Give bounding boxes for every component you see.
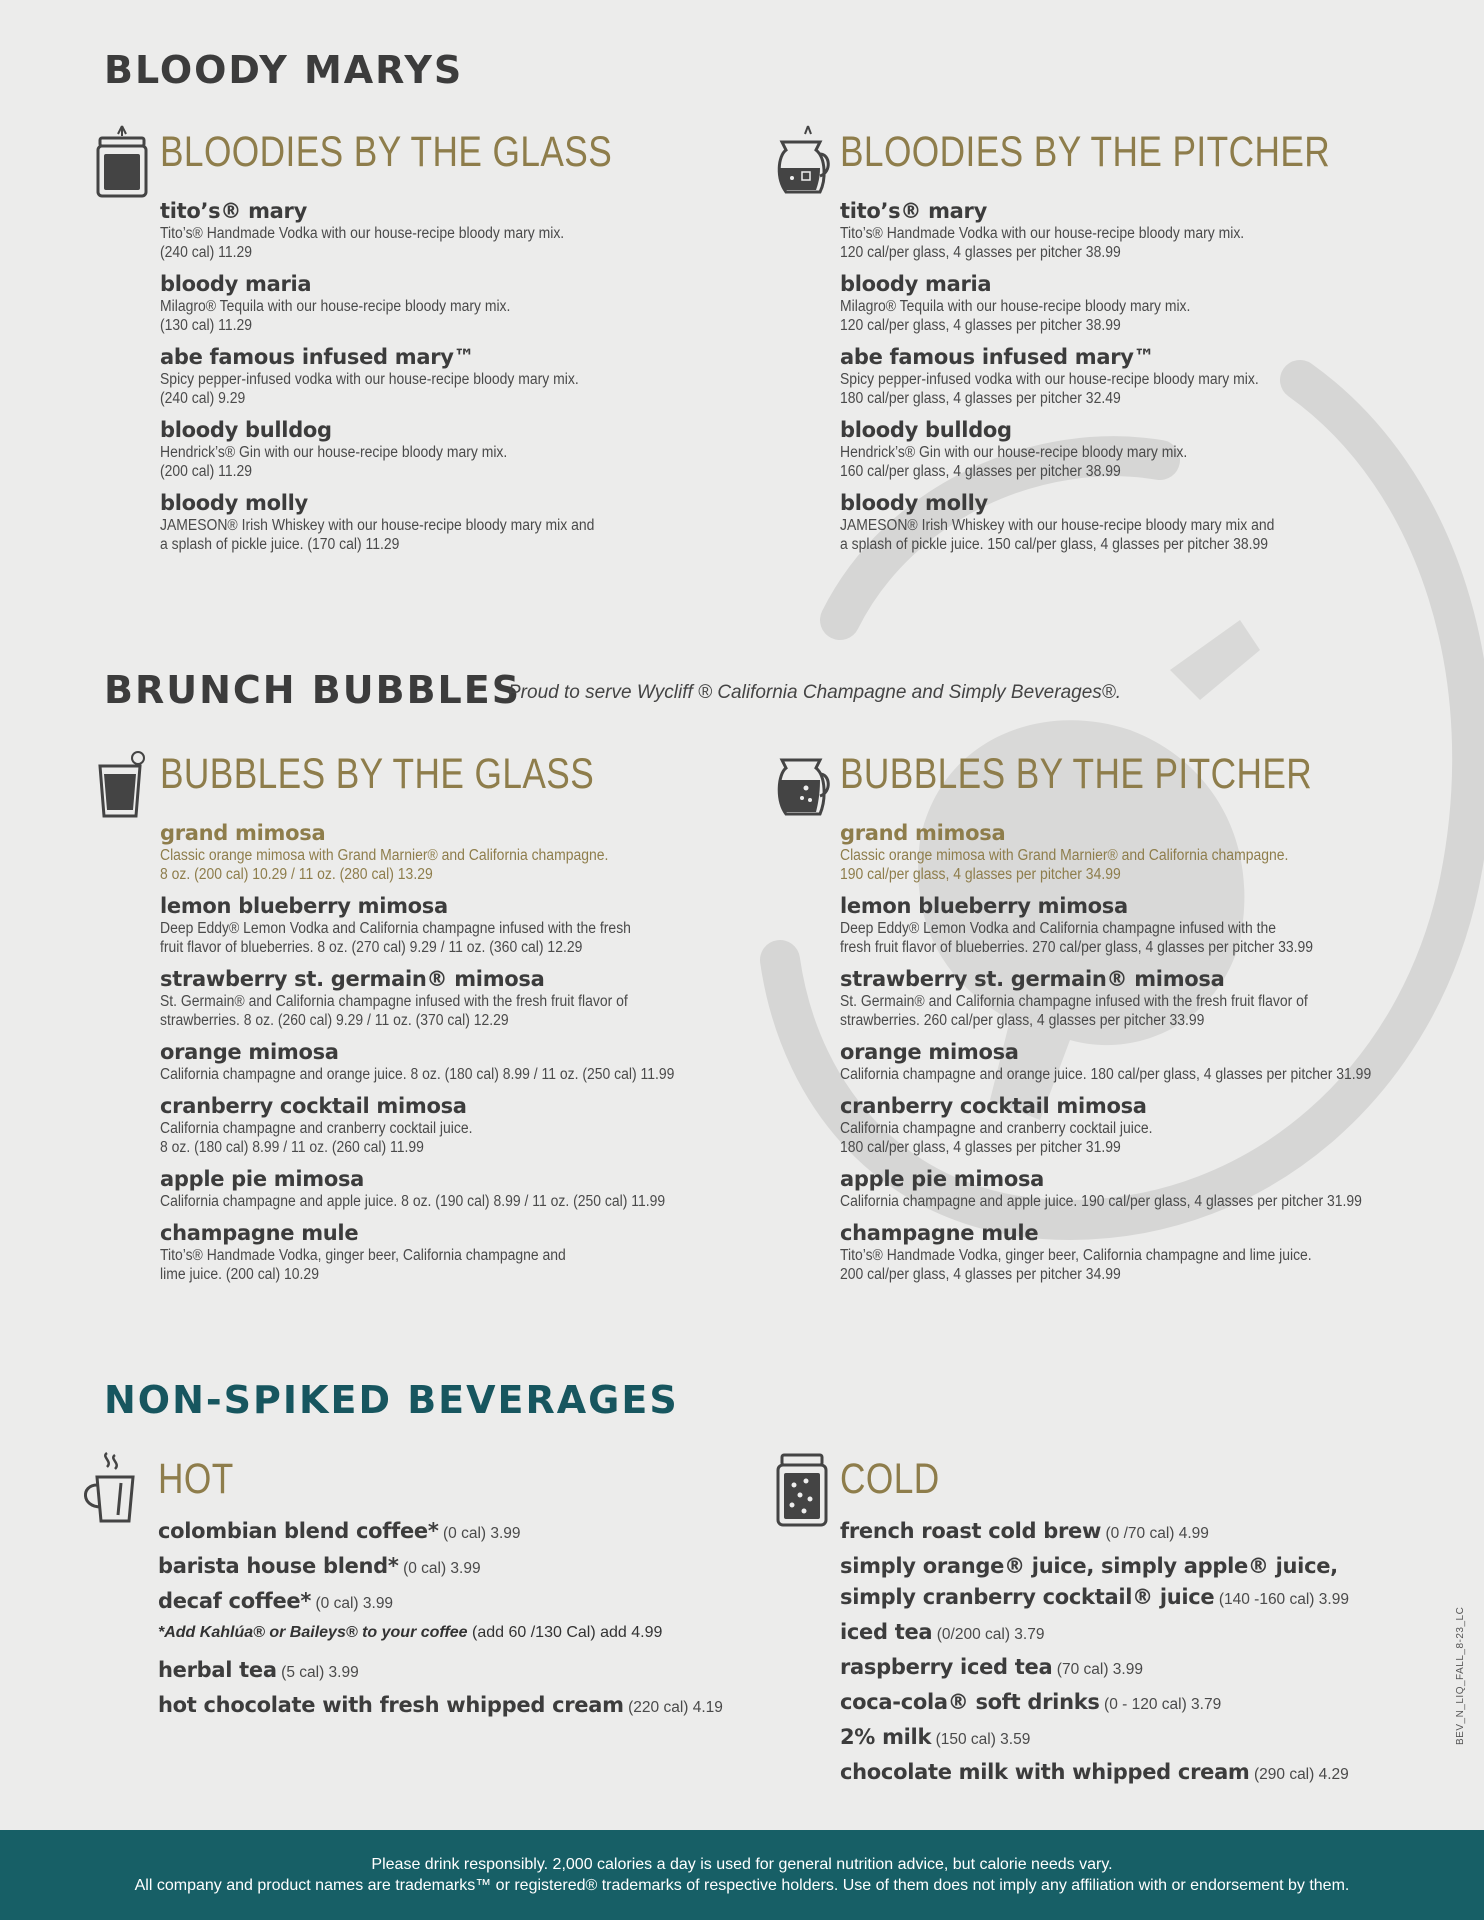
item-price: 120 cal/per glass, 4 glasses per pitcher 38.99 — [840, 244, 1121, 261]
list-item — [158, 1656, 778, 1687]
menu-item — [160, 271, 760, 335]
item-name: cranberry cocktail mimosa — [840, 1094, 1147, 1118]
menu-item — [840, 1220, 1460, 1284]
item-name: decaf coffee* — [158, 1589, 312, 1613]
menu-item — [160, 893, 760, 957]
list-item — [840, 1583, 1440, 1614]
item-desc: St. Germain® and California champagne infused with the fresh fruit flavor of — [160, 993, 628, 1010]
list-item — [158, 1517, 778, 1548]
hot-column — [158, 1455, 778, 1726]
item-price: 8 oz. (200 cal) 10.29 / 11 oz. (280 cal) 13.29 — [160, 866, 433, 883]
item-name: bloody maria — [840, 272, 992, 296]
item-desc: Spicy pepper-infused vodka with our house-recipe bloody mary mix. — [160, 371, 579, 388]
item-price: (220 cal) 4.19 — [628, 1699, 723, 1716]
item-name: lemon blueberry mimosa — [160, 894, 448, 918]
item-desc: Deep Eddy® Lemon Vodka and California champagne infused with the — [840, 920, 1277, 937]
list-item — [840, 1618, 1440, 1649]
menu-item — [840, 893, 1460, 957]
item-name: champagne mule — [160, 1221, 359, 1245]
item-desc: California champagne and orange juice. 180 cal/per glass, 4 glasses per pitcher 31.99 — [840, 1066, 1372, 1083]
item-desc: California champagne and apple juice. 190 cal/per glass, 4 glasses per pitcher 31.99 — [840, 1193, 1362, 1210]
menu-item — [160, 198, 760, 262]
item-price: (0 cal) 3.99 — [442, 1525, 521, 1542]
bubbles-glass-column — [160, 750, 760, 1293]
item-price: a splash of pickle juice. (170 cal) 11.29 — [160, 536, 400, 553]
menu-item — [160, 344, 760, 408]
menu-item — [840, 344, 1460, 408]
list-item — [840, 1758, 1440, 1789]
item-price: (0/200 cal) 3.79 — [936, 1626, 1045, 1643]
item-name: orange mimosa — [160, 1040, 339, 1064]
item-name: raspberry iced tea — [840, 1655, 1053, 1679]
list-item — [840, 1723, 1440, 1754]
item-price: (0 /70 cal) 4.99 — [1105, 1525, 1209, 1542]
list-item — [840, 1552, 1440, 1583]
item-name: orange mimosa — [840, 1040, 1019, 1064]
menu-code: BEV_N_LIQ_FALL_8-23_LC — [1455, 1606, 1466, 1745]
menu-item — [160, 1093, 760, 1157]
brunch-bubbles-note: Proud to serve Wycliff ® California Champagne and Simply Beverages®. — [508, 682, 1122, 703]
menu-item — [160, 966, 760, 1030]
menu-item — [840, 820, 1460, 884]
item-name: grand mimosa — [160, 821, 326, 845]
item-desc: Tito’s® Handmade Vodka, ginger beer, California champagne and lime juice. — [840, 1247, 1312, 1264]
item-name: strawberry st. germain® mimosa — [840, 967, 1225, 991]
footer-disclaimer — [0, 1830, 1484, 1920]
item-desc: Classic orange mimosa with Grand Marnier® and California champagne. — [160, 847, 609, 864]
item-price: 8 oz. (180 cal) 8.99 / 11 oz. (260 cal) 11.99 — [160, 1139, 424, 1156]
menu-item — [840, 1166, 1460, 1211]
item-price: (5 cal) 3.99 — [281, 1664, 359, 1681]
menu-item — [840, 271, 1460, 335]
cold-heading: COLD — [840, 1455, 940, 1503]
item-name: coca-cola® soft drinks — [840, 1690, 1100, 1714]
jar-icon — [92, 122, 152, 202]
item-name: herbal tea — [158, 1658, 277, 1682]
item-price: 200 cal/per glass, 4 glasses per pitcher 34.99 — [840, 1266, 1121, 1283]
list-item — [158, 1552, 778, 1583]
list-item — [158, 1691, 778, 1722]
item-desc: St. Germain® and California champagne infused with the fresh fruit flavor of — [840, 993, 1308, 1010]
item-price: (0 - 120 cal) 3.79 — [1104, 1696, 1222, 1713]
footer-line-2: All company and product names are trademarks™ or registered® trademarks of respective holders. Use of them does not imply any affiliation with or endorsement by them. — [134, 1877, 1350, 1894]
item-desc: California champagne and orange juice. 8 oz. (180 cal) 8.99 / 11 oz. (250 cal) 11.99 — [160, 1066, 675, 1083]
menu-item — [160, 820, 760, 884]
item-name: iced tea — [840, 1620, 933, 1644]
item-name: bloody maria — [160, 272, 312, 296]
item-price: (0 cal) 3.99 — [315, 1595, 394, 1612]
menu-item — [160, 1039, 760, 1084]
item-desc: Tito’s® Handmade Vodka with our house-recipe bloody mary mix. — [840, 225, 1245, 242]
item-desc: Deep Eddy® Lemon Vodka and California champagne infused with the fresh — [160, 920, 631, 937]
menu-item — [160, 417, 760, 481]
cocktail-glass-icon — [92, 744, 152, 824]
item-name: lemon blueberry mimosa — [840, 894, 1128, 918]
list-item — [840, 1688, 1440, 1719]
list-item — [840, 1653, 1440, 1684]
menu-item — [840, 1093, 1460, 1157]
item-name: hot chocolate with fresh whipped cream — [158, 1693, 624, 1717]
bubbles-pitcher-heading: BUBBLES BY THE PITCHER — [840, 750, 1313, 798]
hot-heading: HOT — [158, 1455, 234, 1503]
menu-item — [840, 198, 1460, 262]
coffee-cup-icon — [76, 1449, 146, 1529]
menu-item — [840, 966, 1460, 1030]
item-price: a splash of pickle juice. 150 cal/per glass, 4 glasses per pitcher 38.99 — [840, 536, 1269, 553]
menu-item — [160, 1166, 760, 1211]
jar-icon — [772, 1449, 832, 1529]
list-item — [158, 1587, 778, 1618]
item-price: strawberries. 8 oz. (260 cal) 9.29 / 11 oz. (370 cal) 12.29 — [160, 1012, 509, 1029]
menu-item — [160, 1220, 760, 1284]
cold-column — [840, 1455, 1440, 1793]
item-name: bloody molly — [840, 491, 988, 515]
item-name: grand mimosa — [840, 821, 1006, 845]
menu-item — [840, 490, 1460, 554]
item-name: simply cranberry cocktail® juice — [840, 1585, 1215, 1609]
item-price: 180 cal/per glass, 4 glasses per pitcher 31.99 — [840, 1139, 1121, 1156]
item-name: tito’s® mary — [160, 199, 307, 223]
item-desc: Spicy pepper-infused vodka with our house-recipe bloody mary mix. — [840, 371, 1259, 388]
section-title-brunch-bubbles: BRUNCH BUBBLES — [104, 668, 522, 712]
list-item — [840, 1517, 1440, 1548]
item-price: (140 -160 cal) 3.99 — [1218, 1591, 1349, 1608]
menu-item — [840, 1039, 1460, 1084]
section-title-non-spiked: NON-SPIKED BEVERAGES — [104, 1378, 679, 1422]
hot-list — [158, 1517, 778, 1722]
item-price: (0 cal) 3.99 — [403, 1560, 481, 1577]
item-name: tito’s® mary — [840, 199, 987, 223]
cold-list — [840, 1517, 1440, 1789]
pitcher-icon — [772, 744, 832, 824]
item-name: barista house blend* — [158, 1554, 399, 1578]
item-desc: Tito’s® Handmade Vodka with our house-recipe bloody mary mix. — [160, 225, 565, 242]
bloodies-glass-column — [160, 128, 760, 563]
bloodies-glass-heading: BLOODIES BY THE GLASS — [160, 128, 613, 176]
item-price: (240 cal) 11.29 — [160, 244, 253, 261]
item-name: champagne mule — [840, 1221, 1039, 1245]
item-price: (290 cal) 4.29 — [1253, 1766, 1349, 1783]
item-price: 120 cal/per glass, 4 glasses per pitcher 38.99 — [840, 317, 1121, 334]
item-desc: JAMESON® Irish Whiskey with our house-recipe bloody mary mix and — [160, 517, 595, 534]
item-name: chocolate milk with whipped cream — [840, 1760, 1250, 1784]
bloodies-pitcher-heading: BLOODIES BY THE PITCHER — [840, 128, 1331, 176]
item-price: fresh fruit flavor of blueberries. 270 cal/per glass, 4 glasses per pitcher 33.99 — [840, 939, 1314, 956]
item-price: 180 cal/per glass, 4 glasses per pitcher 32.49 — [840, 390, 1121, 407]
item-price: (130 cal) 11.29 — [160, 317, 253, 334]
pitcher-icon — [772, 122, 832, 202]
item-desc: Tito’s® Handmade Vodka, ginger beer, California champagne and — [160, 1247, 566, 1264]
footer-line-1: Please drink responsibly. 2,000 calories a day is used for general nutrition advice, but calorie needs vary. — [371, 1856, 1113, 1873]
item-desc: California champagne and cranberry cocktail juice. — [160, 1120, 473, 1137]
item-name: cranberry cocktail mimosa — [160, 1094, 467, 1118]
item-name: colombian blend coffee* — [158, 1519, 439, 1543]
item-price: fruit flavor of blueberries. 8 oz. (270 cal) 9.29 / 11 oz. (360 cal) 12.29 — [160, 939, 583, 956]
addon-price: (add 60 /130 Cal) add 4.99 — [467, 1624, 663, 1641]
item-desc: Classic orange mimosa with Grand Marnier® and California champagne. — [840, 847, 1289, 864]
item-desc: California champagne and cranberry cocktail juice. — [840, 1120, 1153, 1137]
item-price: 160 cal/per glass, 4 glasses per pitcher 38.99 — [840, 463, 1121, 480]
item-desc: California champagne and apple juice. 8 oz. (190 cal) 8.99 / 11 oz. (250 cal) 11.99 — [160, 1193, 666, 1210]
addon-label: *Add Kahlúa® or Baileys® to your coffee — [158, 1624, 468, 1641]
menu-item — [160, 490, 760, 554]
item-name: simply orange® juice, simply apple® juice, — [840, 1554, 1338, 1578]
item-desc: Hendrick’s® Gin with our house-recipe bloody mary mix. — [160, 444, 508, 461]
item-price: (200 cal) 11.29 — [160, 463, 253, 480]
item-name: bloody molly — [160, 491, 308, 515]
item-name: 2% milk — [840, 1725, 932, 1749]
item-price: (240 cal) 9.29 — [160, 390, 246, 407]
item-price: lime juice. (200 cal) 10.29 — [160, 1266, 319, 1283]
item-desc: JAMESON® Irish Whiskey with our house-recipe bloody mary mix and — [840, 517, 1275, 534]
menu-item — [840, 417, 1460, 481]
item-price: (150 cal) 3.59 — [935, 1731, 1031, 1748]
bubbles-glass-heading: BUBBLES BY THE GLASS — [160, 750, 595, 798]
item-name: french roast cold brew — [840, 1519, 1102, 1543]
item-name: bloody bulldog — [160, 418, 332, 442]
item-name: bloody bulldog — [840, 418, 1012, 442]
bloodies-pitcher-column — [840, 128, 1460, 563]
section-title-bloody-marys: BLOODY MARYS — [104, 48, 464, 92]
item-price: (70 cal) 3.99 — [1056, 1661, 1143, 1678]
item-price: 190 cal/per glass, 4 glasses per pitcher 34.99 — [840, 866, 1121, 883]
item-desc: Hendrick’s® Gin with our house-recipe bloody mary mix. — [840, 444, 1188, 461]
bubbles-pitcher-column — [840, 750, 1460, 1293]
item-name: strawberry st. germain® mimosa — [160, 967, 545, 991]
item-name: apple pie mimosa — [160, 1167, 365, 1191]
item-desc: Milagro® Tequila with our house-recipe bloody mary mix. — [160, 298, 511, 315]
item-name: abe famous infused mary™ — [840, 345, 1155, 369]
item-name: apple pie mimosa — [840, 1167, 1045, 1191]
coffee-addon-note — [158, 1624, 778, 1642]
item-desc: Milagro® Tequila with our house-recipe bloody mary mix. — [840, 298, 1191, 315]
item-price: strawberries. 260 cal/per glass, 4 glasses per pitcher 33.99 — [840, 1012, 1205, 1029]
item-name: abe famous infused mary™ — [160, 345, 475, 369]
